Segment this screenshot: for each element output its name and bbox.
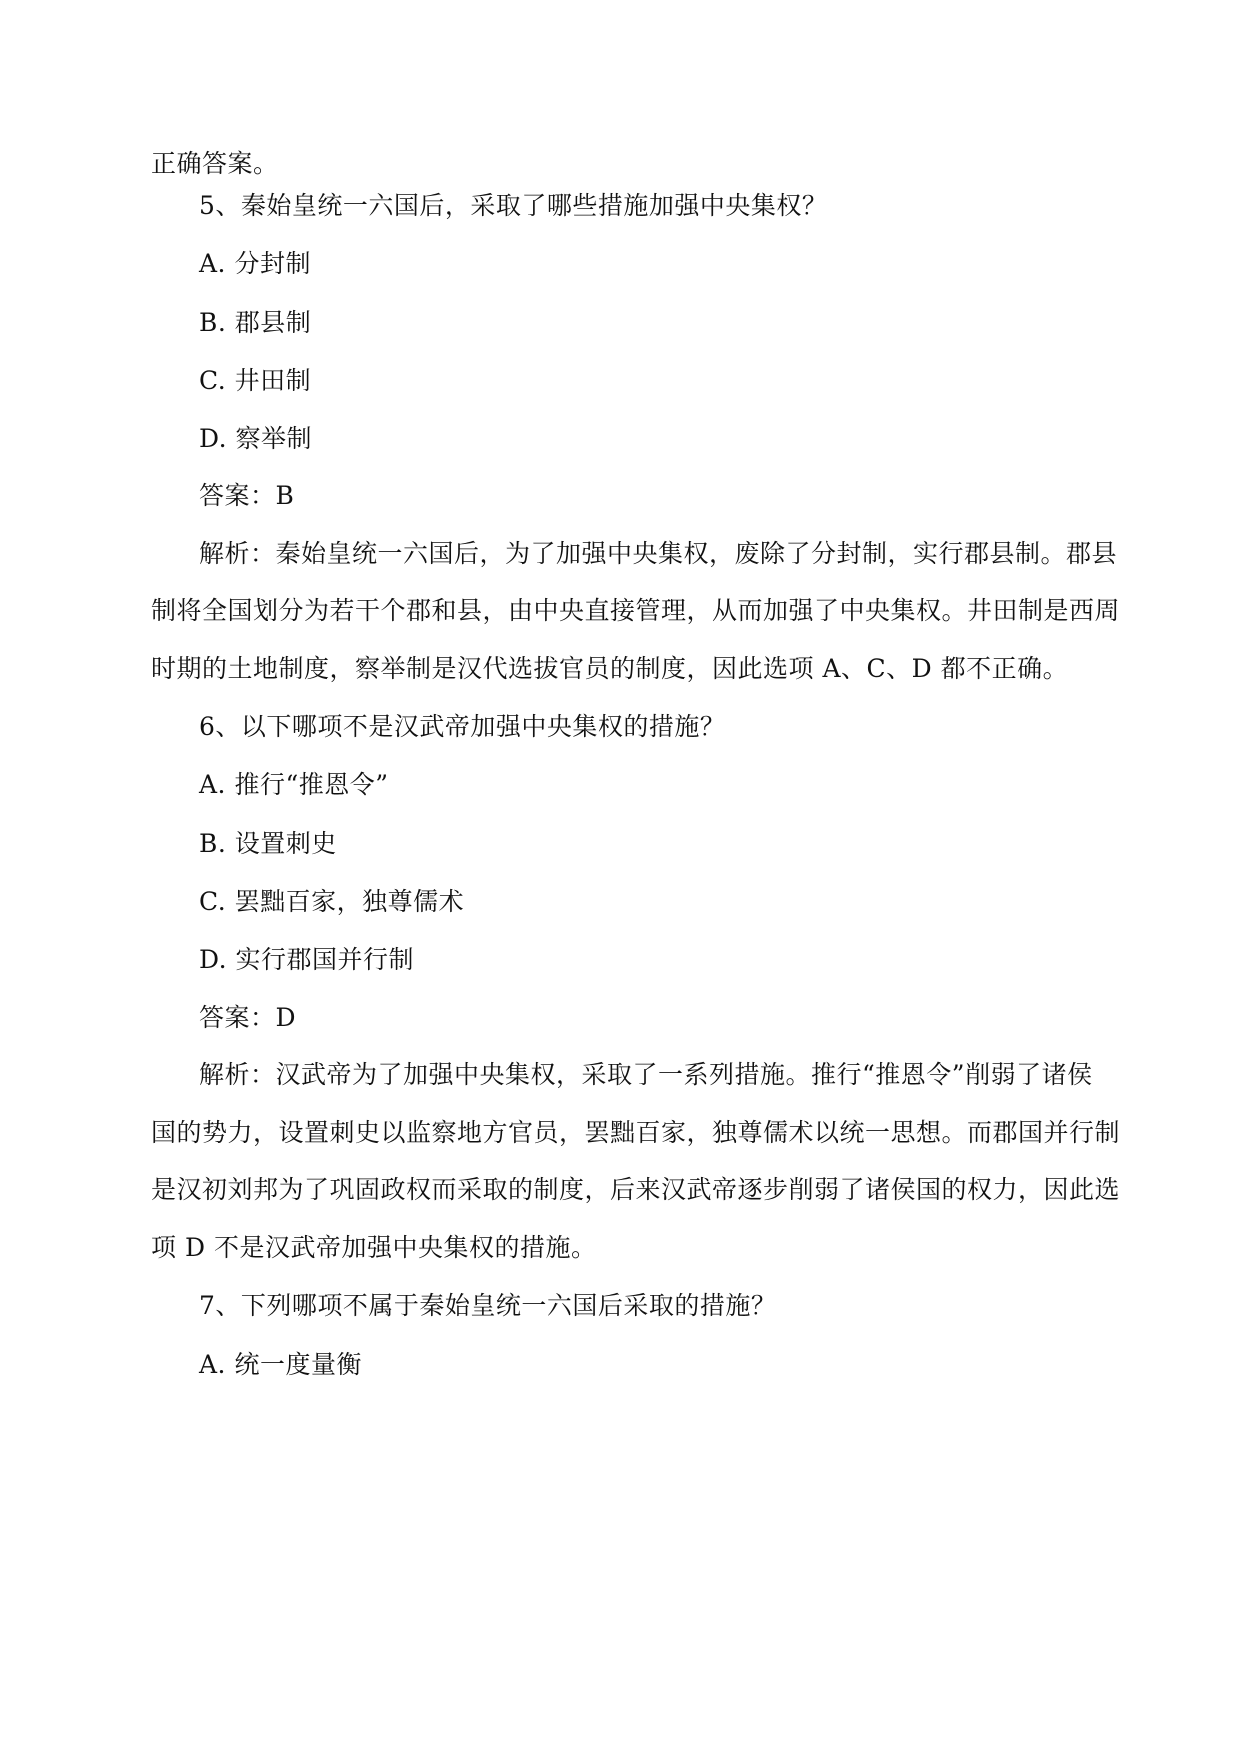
question-7: 7、下列哪项不属于秦始皇统一六国后采取的措施？ <box>199 1291 777 1320</box>
answer-5: 答案：B <box>199 481 295 510</box>
text-line: 正确答案。 <box>151 149 279 178</box>
option-5d: D. 察举制 <box>199 424 313 453</box>
option-5c: C. 井田制 <box>199 366 312 395</box>
explanation-6-line-3: 是汉初刘邦为了巩固政权而采取的制度，后来汉武帝逐步削弱了诸侯国的权力，因此选 <box>151 1175 1121 1204</box>
option-6c: C. 罢黜百家，独尊儒术 <box>199 887 465 916</box>
option-7a: A. 统一度量衡 <box>199 1350 362 1379</box>
answer-6: 答案：D <box>199 1003 297 1032</box>
explanation-5-line-1: 解析：秦始皇统一六国后，为了加强中央集权，废除了分封制，实行郡县制。郡县 <box>199 539 1118 568</box>
option-5a: A. 分封制 <box>199 249 311 278</box>
question-6: 6、以下哪项不是汉武帝加强中央集权的措施？ <box>199 712 726 741</box>
explanation-6-line-1: 解析：汉武帝为了加强中央集权，采取了一系列措施。推行“推恩令”削弱了诸侯 <box>199 1060 1093 1089</box>
option-6b: B. 设置刺史 <box>199 829 337 858</box>
explanation-5-line-2: 制将全国划分为若干个郡和县，由中央直接管理，从而加强了中央集权。井田制是西周 <box>151 596 1121 625</box>
option-6d: D. 实行郡国并行制 <box>199 945 415 974</box>
option-6a: A. 推行“推恩令” <box>199 770 389 799</box>
explanation-6-line-2: 国的势力，设置刺史以监察地方官员，罢黜百家，独尊儒术以统一思想。而郡国并行制 <box>151 1118 1121 1147</box>
explanation-6-line-4: 项 D 不是汉武帝加强中央集权的措施。 <box>151 1233 597 1262</box>
explanation-5-line-3: 时期的土地制度，察举制是汉代选拔官员的制度，因此选项 A、C、D 都不正确。 <box>151 654 1069 683</box>
question-5: 5、秦始皇统一六国后，采取了哪些措施加强中央集权？ <box>199 191 828 220</box>
option-5b: B. 郡县制 <box>199 308 312 337</box>
